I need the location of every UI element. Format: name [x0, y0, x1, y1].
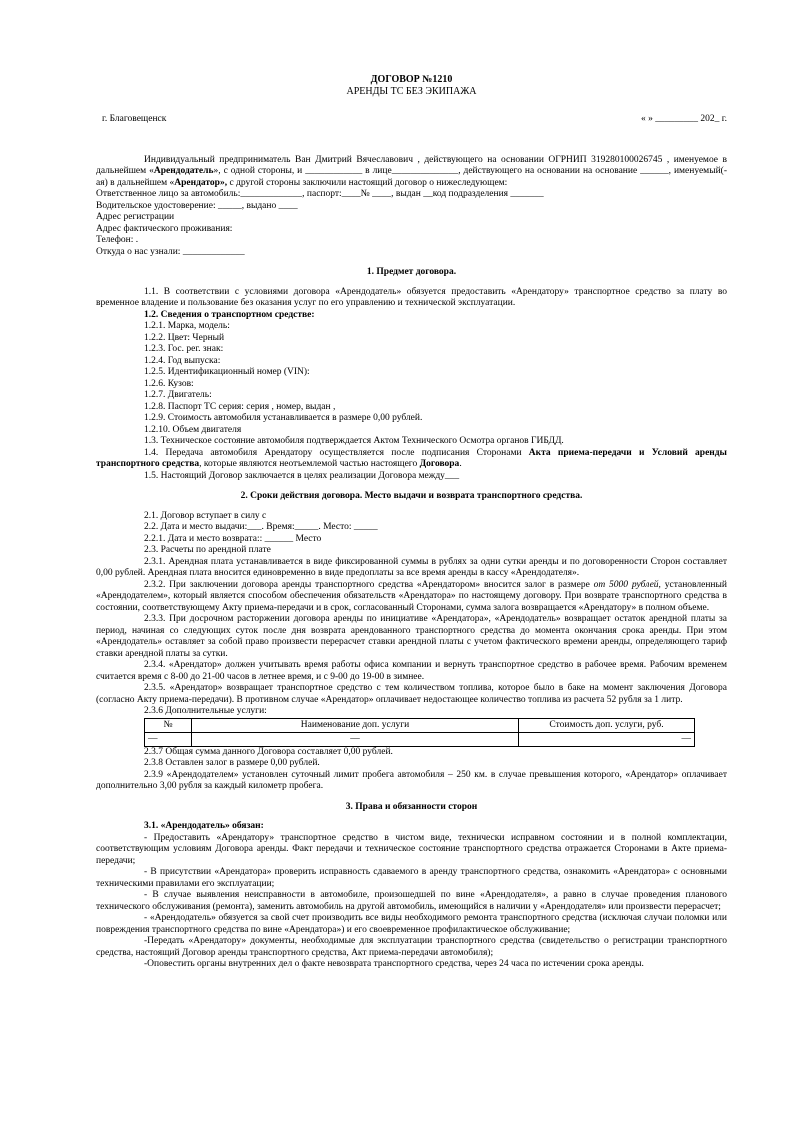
vehicle-detail-item: 1.2.6. Кузов: [144, 378, 194, 389]
table-header-cell: Стоимость доп. услуги, руб. [519, 718, 695, 732]
license-line: Водительское удостоверение: _____, выдано ____ [96, 200, 298, 211]
document-subtitle: АРЕНДЫ ТС БЕЗ ЭКИПАЖА [346, 86, 477, 97]
clause-2-3-6: 2.3.6 Дополнительные услуги: [144, 706, 267, 716]
preamble-paragraph [96, 155, 727, 190]
clause-3-1-label: 3.1. «Арендодатель» обязан: [144, 821, 264, 831]
vehicle-detail-item: 1.2.2. Цвет: Черный [144, 332, 225, 343]
vehicle-detail-item: 1.2.7. Двигатель: [144, 390, 212, 400]
document-body [96, 74, 727, 971]
vehicle-detail-item: 1.3. Техническое состояние автомобиля подтверждается Актом Технического Осмотра органов ГИБДД. [144, 436, 564, 446]
clause-1-4-and: и [631, 447, 652, 458]
clause-2-item: 2.2.1. Дата и место возврата:: ______ Место [144, 533, 322, 544]
table-cell: — [519, 732, 695, 746]
clause-1-4-end: . [459, 459, 462, 469]
clause-2-3-4: 2.3.4. «Арендатор» должен учитывать время работы офиса компании и вернуть транспортное средство в рабочее время. Рабочим временем считается время с 8-00 до 21-00 часов в летнее время, и с 9-00 до 19-00 в зимнее. [96, 660, 727, 682]
registration-address-line: Адрес регистрации [96, 212, 175, 222]
clause-2-3-1: 2.3.1. Арендная плата устанавливается в виде фиксированной суммы в рублях за одни сутки аренды и по договоренности Сторон составляет 0,00 рублей. Арендная плата вносится единовременно в виде предоплаты за все время аренды в кассу «Арендодателя». [96, 556, 727, 578]
table-header-row [145, 718, 695, 732]
clause-2-3-7: 2.3.7 Общая сумма данного Договора составляет 0,00 рублей. [144, 746, 393, 757]
clause-1-4-text: 1.4. Передача автомобиля Арендатору осуществляется после подписания Сторонами [144, 447, 529, 458]
table-header-cell: № [145, 718, 192, 732]
vehicle-detail-item: 1.2.9. Стоимость автомобиля устанавливается в размере 0,00 рублей. [144, 413, 423, 423]
clause-1-4-text: , которые являются неотъемлемой частью настоящего [199, 459, 420, 469]
clause-2-item: 2.2. Дата и место выдачи:___. Время:_____. Место: _____ [144, 522, 378, 532]
clause-1-2-label: 1.2. Сведения о транспортном средстве: [144, 309, 315, 320]
source-line: Откуда о нас узнали: _____________ [96, 246, 245, 257]
landlord-term: Арендодатель [153, 166, 214, 176]
preamble-text-a: Индивидуальный предприниматель Ван Дмитрий Вячеславович , действующего на основании ОГРНИП 319280100026745 , именуемое в дальнейшем « [96, 154, 727, 176]
clause-2-3-5: 2.3.5. «Арендатор» возвращает транспортное средство с тем количеством топлива, которое было в баке на момент заключения Договора (согласно Акту приема-передачи). В противном случае «Арендатор» оплачивает недостающее количество топлива из расчета 52 рубля за 1 литр. [96, 683, 727, 705]
clause-1-1: 1.1. В соответствии с условиями договора «Арендодатель» обязуется предоставить «Арендатору» транспортное средство за плату во временное владение и пользование без оказания услуг по его управлению и технической эксплуатации. [96, 286, 727, 308]
section-1-heading: 1. Предмет договора. [366, 267, 457, 277]
clause-2-3-2-text: 2.3.2. При заключении договора аренды транспортного средства «Арендатором» вносится залог в размере [144, 579, 594, 590]
city: г. Благовещенск [102, 114, 167, 124]
vehicle-detail-item: 1.2.8. Паспорт ТС серия: серия , номер, выдан , [144, 401, 336, 412]
clause-2-item: 2.3. Расчеты по арендной плате [144, 545, 271, 555]
table-cell: — [145, 732, 192, 746]
deposit-amount: от 5000 рублей, [593, 579, 661, 590]
vehicle-detail-item: 1.2.3. Гос. рег. знак: [144, 344, 224, 354]
additional-services-table [144, 718, 695, 747]
obligation-item: - В случае выявления неисправности в автомобиле, произошедшей по вине «Арендодателя», а равно в случае проведения планового технического обслуживания (ремонта), заменить автомобиль на другой автомобиль, имеющийся в наличии у «Арендодателя» или произвести перерасчет; [96, 890, 727, 912]
actual-address-line: Адрес фактического проживания: [96, 223, 233, 234]
act-term: Акта приема-передачи [528, 447, 632, 458]
vehicle-detail-item: 1.2.1. Марка, модель: [144, 321, 230, 331]
vehicle-details-list [96, 321, 727, 448]
section-2-heading: 2. Сроки действия договора. Место выдачи и возврата транспортного средства. [240, 491, 583, 501]
document-title: ДОГОВОР №1210 [370, 74, 453, 85]
phone-line: Телефон: . [96, 235, 139, 245]
clause-2-item: 2.1. Договор вступает в силу с [144, 510, 267, 521]
table-row [145, 732, 695, 746]
clause-2-3-9: 2.3.9 «Арендодателем» установлен суточный лимит пробега автомобиля – 250 км. в случае превышения которого, «Арендатор» оплачивает дополнительно 3,00 рубля за каждый километр пробега. [96, 769, 727, 791]
obligation-item: - «Арендодатель» обязуется за свой счет производить все виды необходимого ремонта транспортного средства (исключая случаи поломки или повреждения транспортного средства по вине «Арендатора») и его своевременное профилактическое обслуживание; [96, 913, 727, 935]
rental-terms: Условий аренды транспортного средства [96, 447, 727, 469]
vehicle-detail-item: 1.2.5. Идентификационный номер (VIN): [144, 367, 310, 377]
table-cell: — [192, 732, 519, 746]
preamble-text-c: с другой стороны заключили настоящий договор о нижеследующем: [227, 177, 508, 188]
vehicle-detail-item: 1.2.10. Объем двигателя [144, 424, 242, 435]
vehicle-detail-item: 1.2.4. Год выпуска: [144, 355, 221, 366]
clause-1-4 [96, 448, 727, 471]
obligation-item: -Передать «Арендатору» документы, необходимые для эксплуатации транспортного средства (свидетельство о регистрации транспортного средства, настоящий Договор аренды транспортного средства, Акт приема-передачи автомобиля); [96, 936, 727, 958]
table-header-cell: Наименование доп. услуги [192, 718, 519, 732]
tenant-term: Арендатор», [174, 177, 228, 188]
responsible-person-line: Ответственное лицо за автомобиль:_____________, паспорт:____№ ____, выдан __код подразделения _______ [96, 189, 544, 199]
obligation-item: - Предоставить «Арендатору» транспортное средство в чистом виде, технически исправном состоянии и в полной комплектации, соответствующим условиям Договора аренды. Факт передачи и техническое состояние транспортного средства отражается Сторонами в Акте приема-передачи; [96, 832, 727, 866]
contract-term: Договора [419, 459, 460, 469]
clause-1-2-heading [96, 310, 727, 322]
clause-2-3-2-text: установленный «Арендодателем», который является способом обеспечения обязательств «Арендатора» по настоящему договору. При возврате транспортного средства в состоянии, соответствующему Акту приема-передачи и в срок, согласованный Сторонами, сумма залога возвращается «Арендатору» в полном объеме. [96, 579, 727, 613]
city-date-row [96, 114, 727, 126]
contract-date: « » _________ 202_ г. [641, 114, 727, 124]
clause-3-1-heading [96, 821, 727, 833]
clause-1-5: 1.5. Настоящий Договор заключается в целях реализации Договора между___ [144, 470, 460, 481]
obligation-item: - В присутствии «Арендатора» проверить исправность сдаваемого в аренду транспортного средства, ознакомить «Арендатора» с основными техническими правилами его эксплуатации; [96, 867, 727, 889]
clause-2-3-8: 2.3.8 Оставлен залог в размере 0,00 рублей. [144, 758, 320, 768]
clause-2-3-3: 2.3.3. При досрочном расторжении договора аренды по инициативе «Арендатора», «Арендодатель» возвращает остаток арендной платы за период, начиная со следующих суток после дня возврата арендованного транспортного средства до момента окончания срока аренды. При этом «Арендодатель» оставляет за собой право произвести перерасчет ставки арендной платы с учетом фактического времени аренды, определяющего тариф ставки арендной платы за сутки. [96, 614, 727, 659]
obligation-item: -Оповестить органы внутренних дел о факте невозврата транспортного средства, через 24 часа по истечении срока аренды. [144, 959, 644, 969]
section-3-heading: 3. Права и обязанности сторон [345, 801, 478, 812]
preamble-text-b: », с одной стороны, и ____________ в лице______________, действующего на основании на основание ______, именуемый(-ая) в дальнейшем « [96, 166, 727, 188]
clause-2-3-2 [96, 580, 727, 615]
